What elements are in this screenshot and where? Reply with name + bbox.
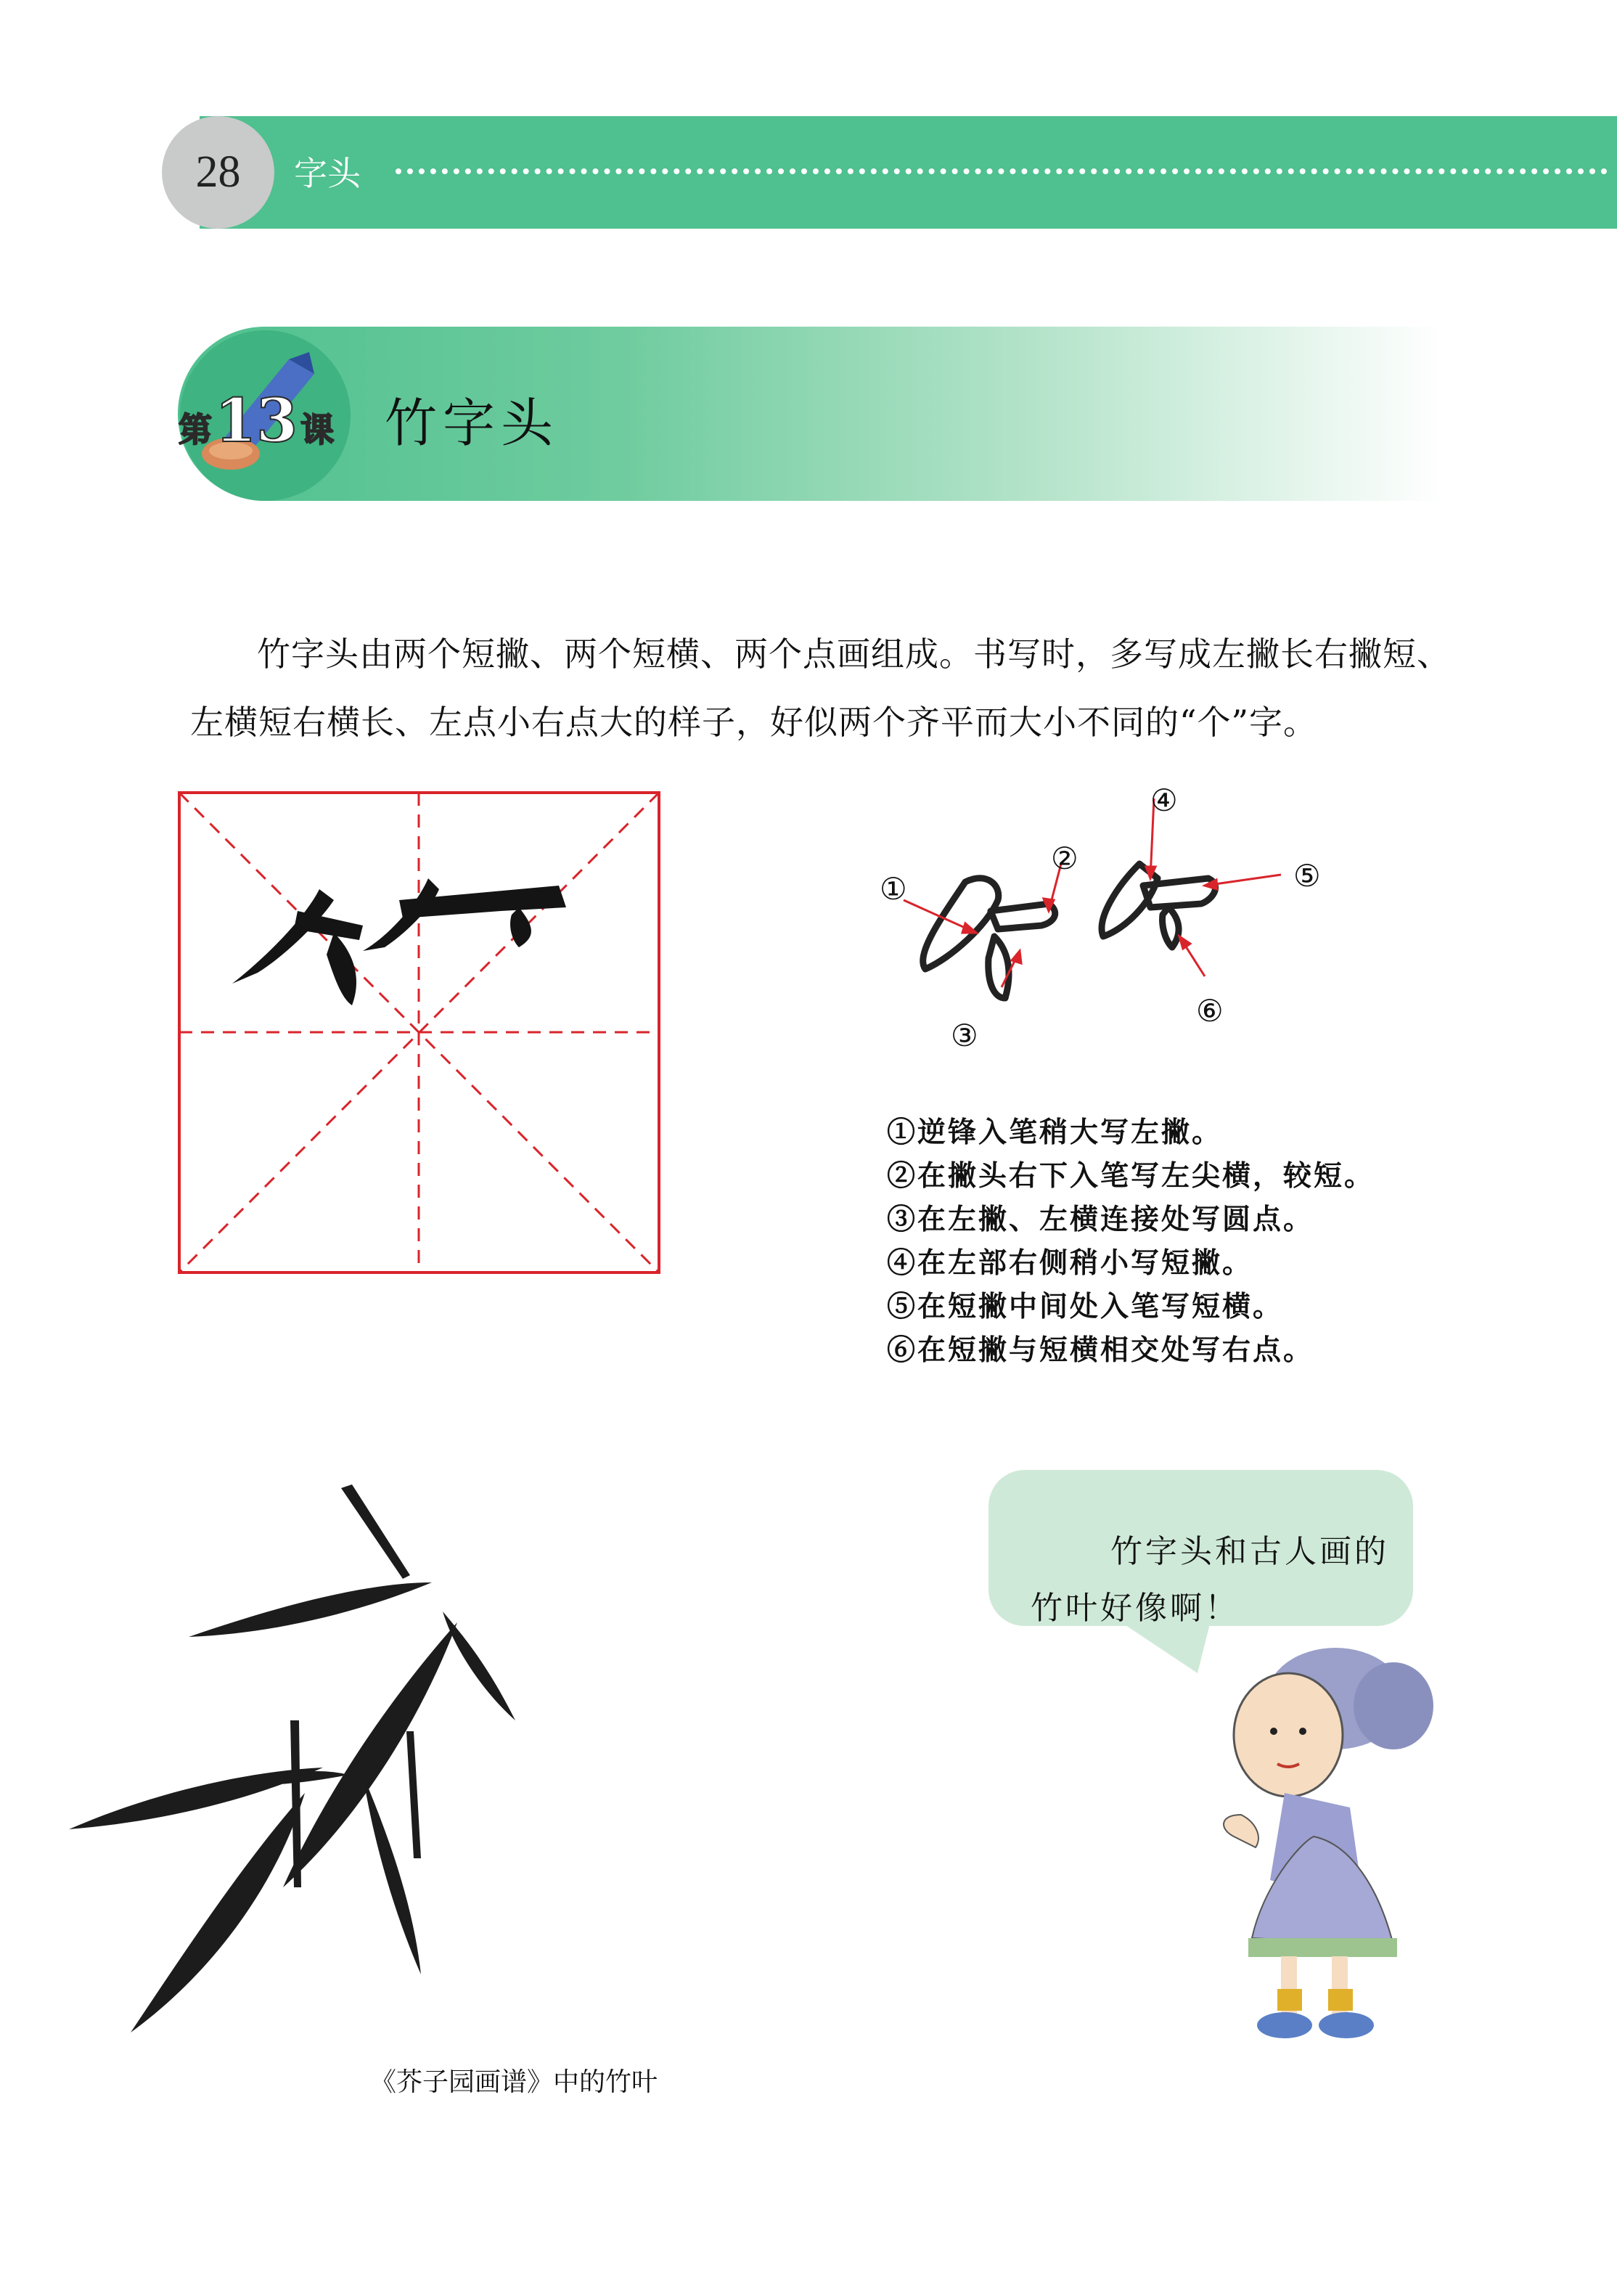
running-head: 字头 (294, 154, 361, 193)
stroke-marker-1: ① (880, 871, 907, 907)
stroke-marker-3: ③ (951, 1018, 978, 1053)
stroke-step: ④在左部右侧稍小写短撇。 (887, 1246, 1253, 1280)
stroke-order-diagram (864, 777, 1357, 1067)
stroke-marker-4: ④ (1150, 783, 1178, 818)
figure-caption: 《芥子园画谱》中的竹叶 (370, 2067, 658, 2097)
lesson-label-number: 13 (215, 386, 298, 456)
stroke-step: ⑤在短撇中间处入笔写短横。 (887, 1290, 1284, 1323)
rice-grid-practice-box (178, 791, 660, 1274)
stroke-marker-2: ② (1051, 841, 1078, 876)
stroke-steps-list (887, 1111, 1438, 1372)
stroke-marker-6: ⑥ (1196, 993, 1224, 1029)
lesson-title: 竹字头 (385, 393, 560, 454)
header-dotted-rule (396, 168, 1608, 174)
intro-paragraph: 竹字头由两个短撇、两个短横、两个点画组成。书写时，多写成左撇长右撇短、左横短右横长、左点小右点大的样子，好似两个齐平而大小不同的“个”字。 (190, 634, 1451, 742)
stroke-step: ①逆锋入笔稍大写左撇。 (887, 1116, 1223, 1149)
stroke-step: ⑥在短撇与短横相交处写右点。 (887, 1333, 1314, 1367)
speech-bubble-text: 竹字头和古人画的竹叶好像啊！ (1031, 1533, 1389, 1627)
lesson-label-suffix: 课 (300, 410, 335, 449)
stroke-step: ③在左撇、左横连接处写圆点。 (887, 1203, 1314, 1236)
stroke-marker-5: ⑤ (1293, 858, 1321, 894)
lesson-title-band (178, 327, 1444, 501)
page-number: 28 (162, 116, 274, 229)
bamboo-leaves-painting (65, 1481, 864, 2033)
stroke-step: ②在撇头右下入笔写左尖横，较短。 (887, 1159, 1375, 1193)
lesson-label-prefix: 第 (179, 410, 212, 449)
cartoon-girl-illustration (1176, 1648, 1459, 2054)
brush-character (232, 878, 566, 1005)
lesson-number-label (179, 386, 335, 456)
